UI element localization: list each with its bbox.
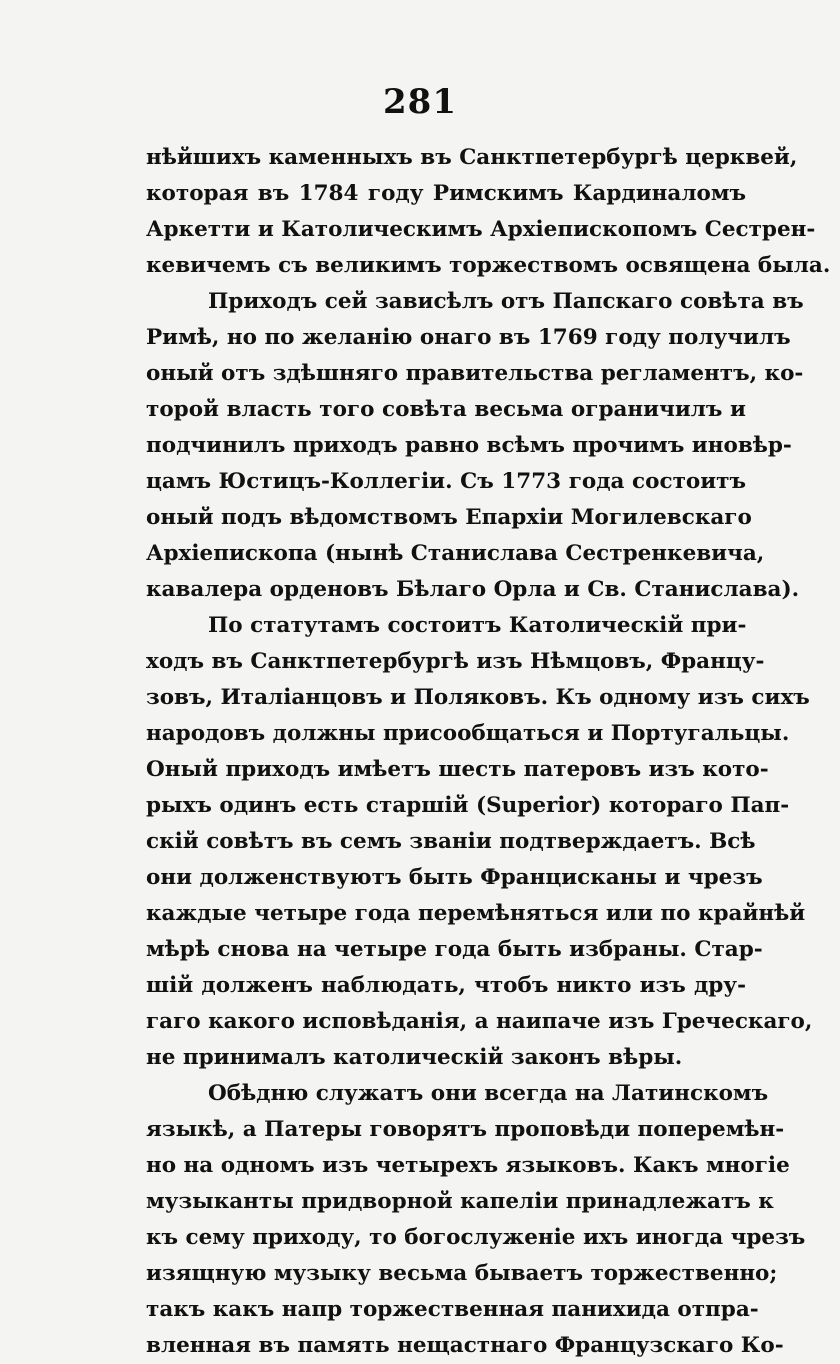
text-line: оный подъ вѣдомствомъ Епархіи Могилевскаго (146, 505, 752, 530)
text-line: вленная въ память нещастнаго Французскаго Ко- (146, 1333, 784, 1358)
text-line: музыканты придворной капеліи принадлежатъ к (146, 1189, 774, 1214)
text-line: языкѣ, а Патеры говорятъ проповѣди поперемѣн- (146, 1117, 785, 1142)
text-line: которая въ 1784 году Римскимъ Кардиналомъ (146, 181, 746, 206)
text-line: рыхъ одинъ есть старшій (Superior) котораго Пап- (146, 793, 790, 818)
text-line: изящную музыку весьма бываетъ торжественно; (146, 1261, 778, 1286)
text-line: народовъ должны присообщаться и Португальцы. (146, 721, 790, 746)
text-line: кавалера орденовъ Бѣлаго Орла и Св. Станислава). (146, 577, 800, 602)
text-line: гаго какого исповѣданія, а наипаче изъ Греческаго, (146, 1009, 813, 1034)
text-line: По статутамъ состоитъ Католическій при- (208, 613, 747, 638)
text-line: шій долженъ наблюдать, чтобъ никто изъ дру- (146, 973, 746, 998)
text-line: нѣйшихъ каменныхъ въ Санктпетербургѣ церквей, (146, 145, 798, 170)
text-line: такъ какъ напр торжественная панихида отпра- (146, 1297, 759, 1322)
text-line: подчинилъ приходъ равно всѣмъ прочимъ иновѣр- (146, 433, 792, 458)
body-text (146, 140, 831, 1364)
text-line: Приходъ сей зависѣлъ отъ Папскаго совѣта въ (208, 289, 804, 314)
text-line: они долженствуютъ быть Францисканы и чрезъ (146, 865, 763, 890)
text-line: цамъ Юстицъ-Коллегіи. Съ 1773 года состоитъ (146, 469, 746, 494)
text-line: оный отъ здѣшняго правительства регламентъ, ко- (146, 361, 804, 386)
text-line: торой власть того совѣта весьма ограничилъ и (146, 397, 746, 422)
text-line: мѣрѣ снова на четыре года быть избраны. Стар- (146, 937, 763, 962)
text-line: къ сему приходу, то богослуженіе ихъ иногда чрезъ (146, 1225, 806, 1250)
text-line: но на одномъ изъ четырехъ языковъ. Какъ многіе (146, 1153, 790, 1178)
text-line: Оный приходъ имѣетъ шесть патеровъ изъ кото- (146, 757, 769, 782)
text-line: Архіепископа (нынѣ Станислава Сестренкевича, (146, 541, 765, 566)
text-line: кевичемъ съ великимъ торжествомъ освящена была. (146, 253, 831, 278)
text-line: Аркетти и Католическимъ Архіепископомъ Сестрен- (146, 217, 816, 242)
text-line: Обѣдню служатъ они всегда на Латинскомъ (208, 1081, 769, 1106)
text-line: Римѣ, но по желанію онаго въ 1769 году получилъ (146, 325, 791, 350)
text-line: скій совѣтъ въ семъ званіи подтверждаетъ. Всѣ (146, 829, 756, 854)
text-line: не принималъ католическій законъ вѣры. (146, 1045, 683, 1070)
page-number: 281 (383, 82, 457, 122)
text-line: ходъ въ Санктпетербургѣ изъ Нѣмцовъ, Францу- (146, 649, 765, 674)
text-line: зовъ, Италіанцовъ и Поляковъ. Къ одному изъ сихъ (146, 685, 810, 710)
text-line: каждые четыре года перемѣняться или по крайнѣй (146, 901, 806, 926)
